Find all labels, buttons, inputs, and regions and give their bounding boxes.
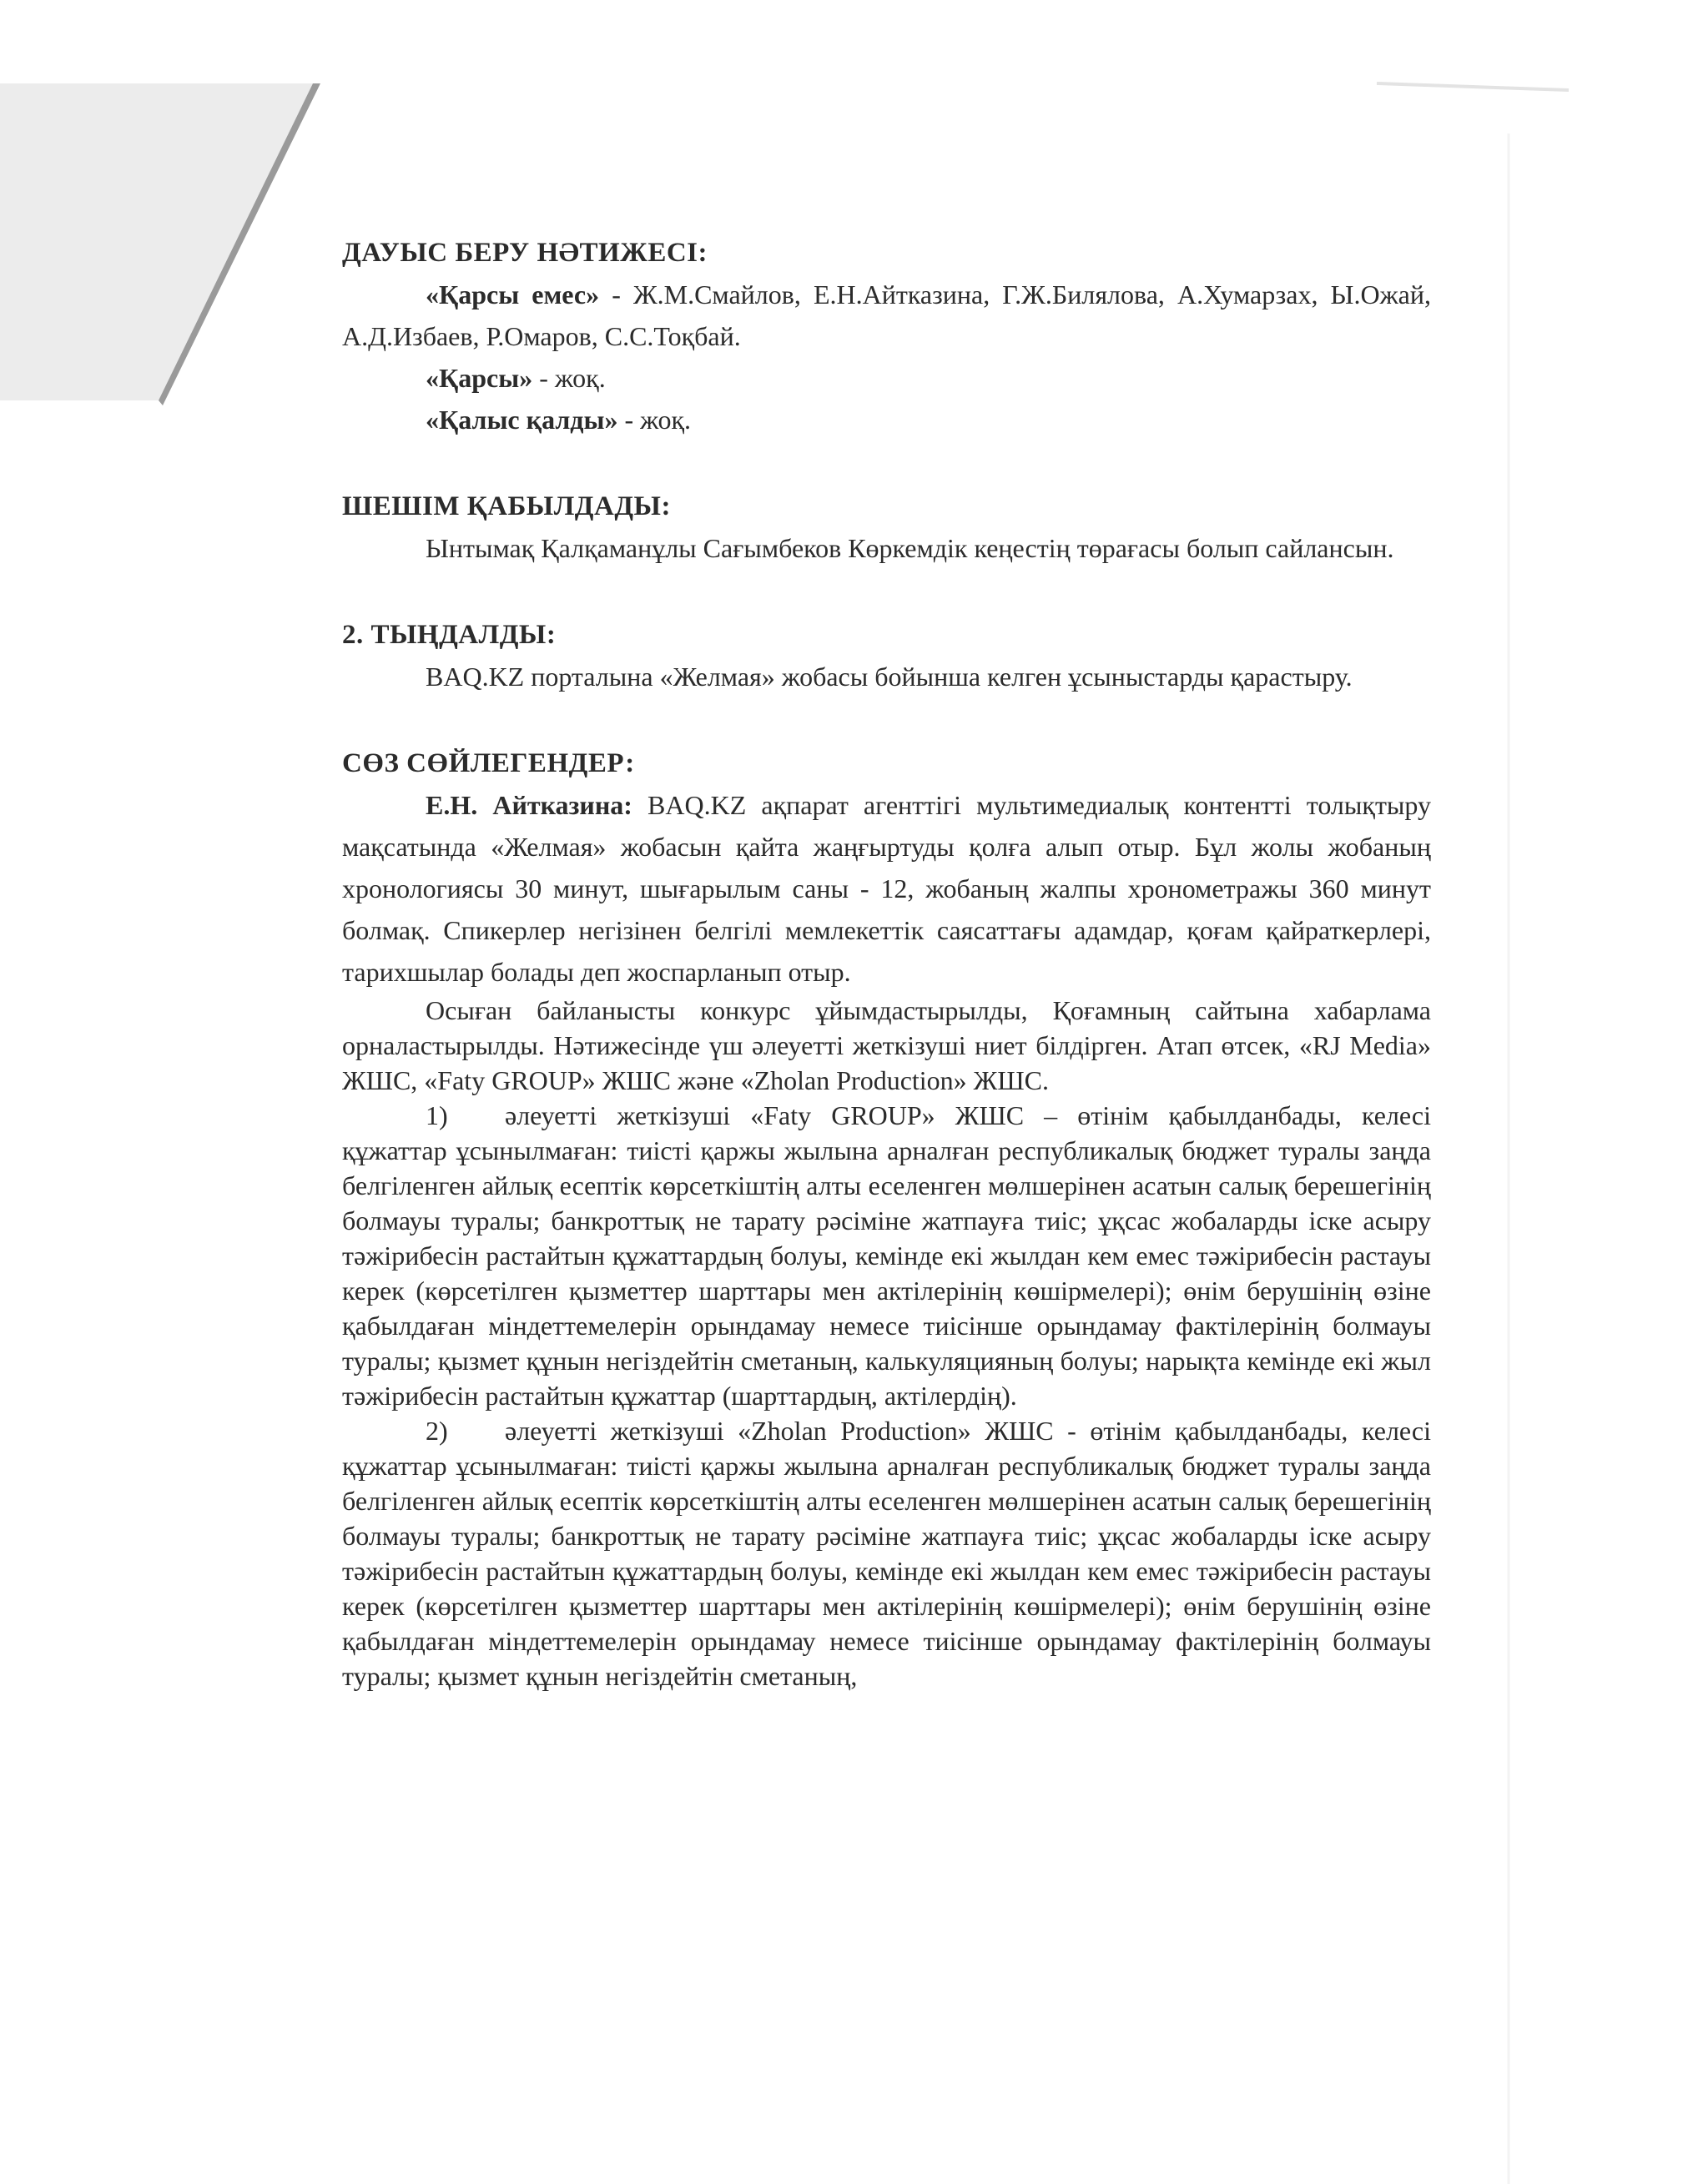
abstained-line bbox=[342, 399, 1431, 440]
speakers-heading: СӨЗ СӨЙЛЕГЕНДЕР: bbox=[342, 748, 635, 778]
not-against-label: «Қарсы емес» bbox=[426, 279, 600, 309]
list-item-2-text: әлеуетті жеткізуші «Zholan Production» ЖШС - өтінім қабылданбады, келесі құжаттар ұсынылмаған: тиісті қаржы жылына арналған республикалық бюджет туралы заңда белгіленген айлық есептік көрсеткіштің алты еселенген мөлшерінен асатын салық берешегінің болмауы туралы; банкроттық не тарату рәсіміне жатпауға тиіс; ұқсас жобаларды іске асыру тәжірибесін растайтын құжаттардың болуы, кемінде екі жылдан кем емес тәжірибесін растауы керек (көрсетілген қызметтер шарттары мен актілерінің көшірмелері); өнім берушінің өзіне қабылдаған міндеттемелерін орындамау немесе тиісінше орындамау фактілерінің болмауы туралы; қызмет құнын негіздейтін сметаның, bbox=[342, 1416, 1431, 1691]
speaker-name: Е.Н. Айтказина: bbox=[426, 790, 632, 820]
page-corner-shadow bbox=[0, 83, 313, 400]
decision-text: Ынтымақ Қалқаманұлы Сағымбеков Көркемдік кеңестің төрағасы болып сайлансын. bbox=[426, 533, 1394, 563]
heard-heading: 2. ТЫҢДАЛДЫ: bbox=[342, 620, 557, 650]
against-text: - жоқ. bbox=[532, 363, 606, 393]
abstained-text: - жоқ. bbox=[617, 405, 691, 435]
page-fold-edge bbox=[159, 83, 320, 405]
speaker-paragraph bbox=[342, 784, 1431, 993]
abstained-label: «Қалыс қалды» bbox=[426, 405, 618, 435]
not-against-text: - Ж.М.Смайлов, Е.Н.Айтказина, Г.Ж.Билялова, А.Хумарзах, Ы.Ожай, А.Д.Избаев, Р.Омаров, С.С.Тоқбай. bbox=[342, 279, 1432, 351]
list-item-2-number: 2) bbox=[426, 1416, 448, 1446]
speaker-text: BAQ.KZ ақпарат агенттігі мультимедиалық контентті толықтыру мақсатында «Желмая» жобасын қайта жаңғыртуды қолға алып отыр. Бұл жолы жобаның хронологиясы 30 минут, шығарылым саны - 12, жобаның жалпы хронометражы 360 минут болмақ. Спикерлер негізінен белгілі мемлекеттік саясаттағы адамдар, қоғам қайраткерлері, тарихшылар болады деп жоспарланып отыр. bbox=[342, 790, 1432, 987]
list-item-1-number: 1) bbox=[426, 1100, 448, 1130]
not-against-line bbox=[342, 274, 1431, 357]
top-scan-line bbox=[1377, 83, 1569, 90]
list-item-1-text: әлеуетті жеткізуші «Faty GROUP» ЖШС – өтінім қабылданбады, келесі құжаттар ұсынылмаған: тиісті қаржы жылына арналған республикалық бюджет туралы заңда белгіленген айлық есептік көрсеткіштің алты еселенген мөлшерінен асатын салық берешегінің болмауы туралы; банкроттық не тарату рәсіміне жатпауға тиіс; ұқсас жобаларды іске асыру тәжірибесін растайтын құжаттардың болуы, кемінде екі жылдан кем емес тәжірибесін растауы керек (көрсетілген қызметтер шарттары мен актілерінің көшірмелері); өнім берушінің өзіне қабылдаған міндеттемелерін орындамау немесе тиісінше орындамау фактілерінің болмауы туралы; қызмет құнын негіздейтін сметаның, калькуляцияның болуы; нарықта кемінде екі жыл тәжірибесін растайтын құжаттар (шарттардың, актілердің). bbox=[342, 1100, 1431, 1411]
against-line bbox=[342, 357, 1431, 399]
list-item-1 bbox=[342, 1098, 1431, 1413]
voting-results-heading: ДАУЫС БЕРУ НӘТИЖЕСІ: bbox=[342, 238, 708, 268]
document-page bbox=[342, 232, 1431, 1693]
list-item-2 bbox=[342, 1413, 1431, 1693]
contest-paragraph: Осыған байланысты конкурс ұйымдастырылды, Қоғамның сайтына хабарлама орналастырылды. Нәтижесінде үш әлеуетті жеткізуші ниет білдірген. Атап өтсек, «RJ Media» ЖШС, «Faty GROUP» ЖШС және «Zholan Production» ЖШС. bbox=[342, 995, 1431, 1095]
against-label: «Қарсы» bbox=[426, 363, 533, 393]
heard-text: BAQ.KZ порталына «Желмая» жобасы бойынша келген ұсыныстарды қарастыру. bbox=[426, 662, 1353, 692]
decision-heading: ШЕШІМ ҚАБЫЛДАДЫ: bbox=[342, 491, 671, 521]
